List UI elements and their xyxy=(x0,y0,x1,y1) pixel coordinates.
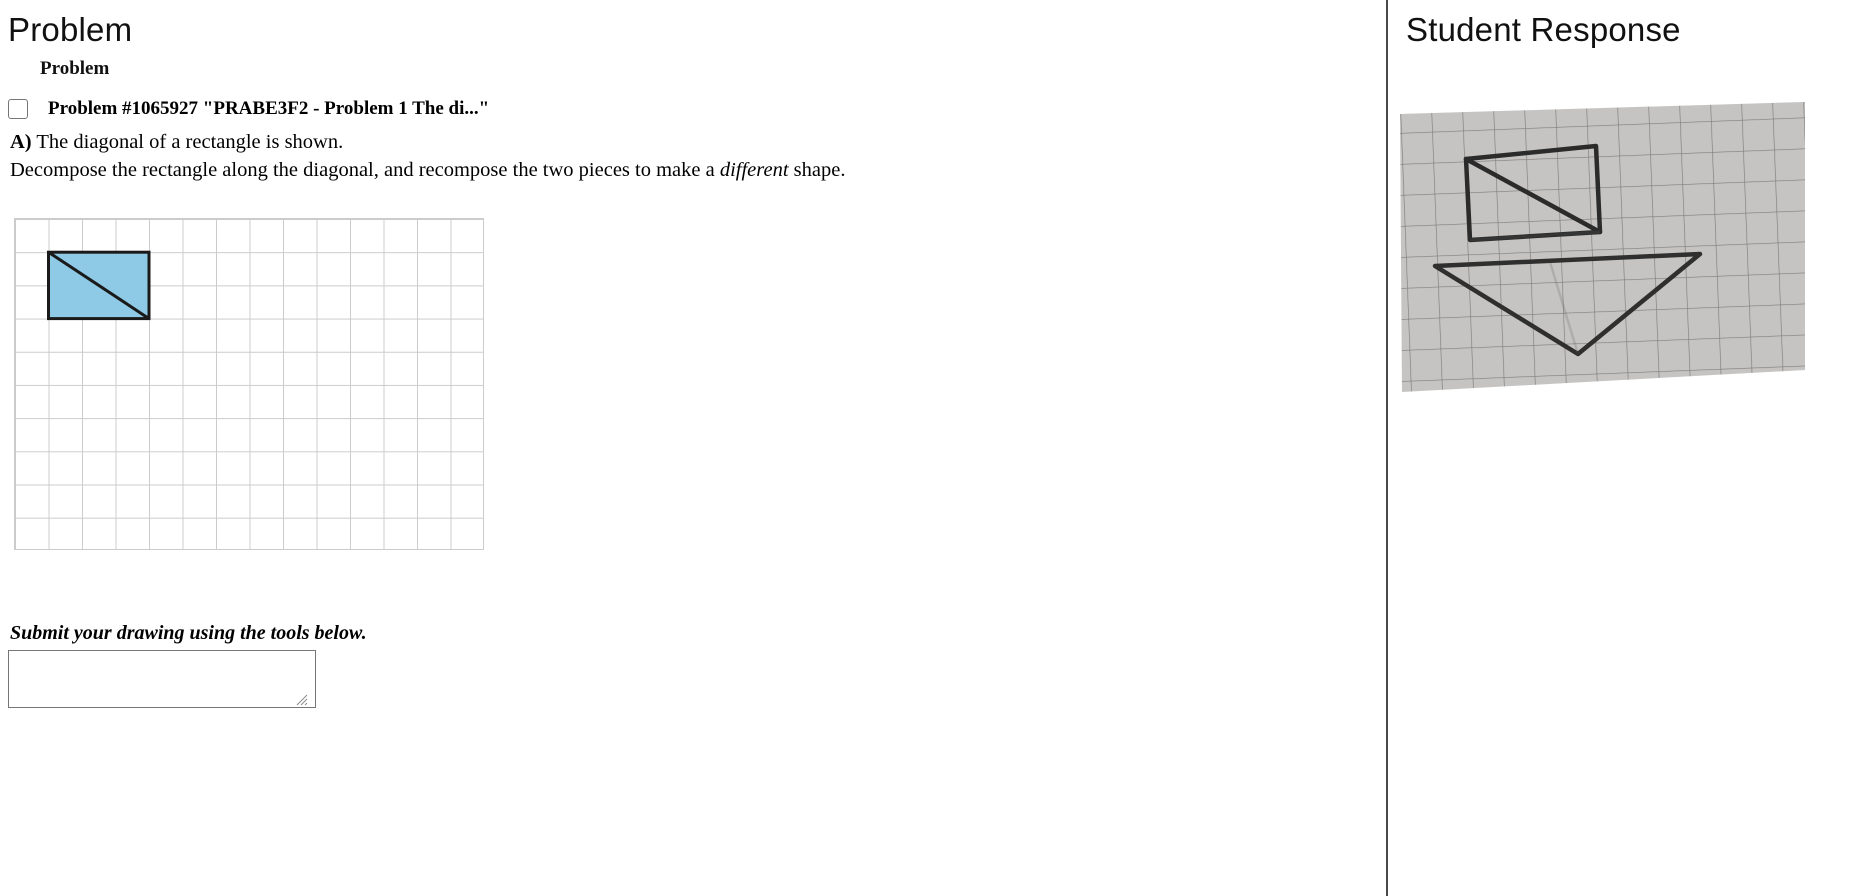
clipped-heading-text xyxy=(40,58,160,84)
answer-textarea[interactable] xyxy=(8,650,316,708)
student-response-title: Student Response xyxy=(1406,11,1681,48)
problem-line-2-emphasis: different xyxy=(719,159,789,182)
problem-line-2-prefix: Decompose the rectangle along the diagonal, and recompose the two pieces to make a xyxy=(10,159,720,182)
problem-id-label: Problem #1065927 "PRABE3F2 - Problem 1 The di..." xyxy=(48,98,490,119)
student-response-image[interactable] xyxy=(1400,102,1805,372)
problem-header xyxy=(8,98,489,120)
problem-line-2 xyxy=(10,156,1350,184)
problem-statement xyxy=(10,128,1350,185)
student-response-panel xyxy=(1388,0,1870,896)
coordinate-grid xyxy=(14,218,484,550)
problem-part-label: A) xyxy=(10,131,32,153)
problem-select-checkbox[interactable] xyxy=(8,99,28,119)
page-title: Problem xyxy=(8,11,133,48)
figure-grid-wrapper xyxy=(14,218,484,550)
problem-line-1 xyxy=(10,128,1350,156)
problem-line-2-suffix: shape. xyxy=(788,159,846,182)
problem-line-1-text: The diagonal of a rectangle is shown. xyxy=(36,131,344,153)
submit-instruction: Submit your drawing using the tools below. xyxy=(10,622,367,644)
rectangle-with-diagonal-figure xyxy=(15,219,485,551)
clipped-heading-label: Problem xyxy=(40,58,110,79)
